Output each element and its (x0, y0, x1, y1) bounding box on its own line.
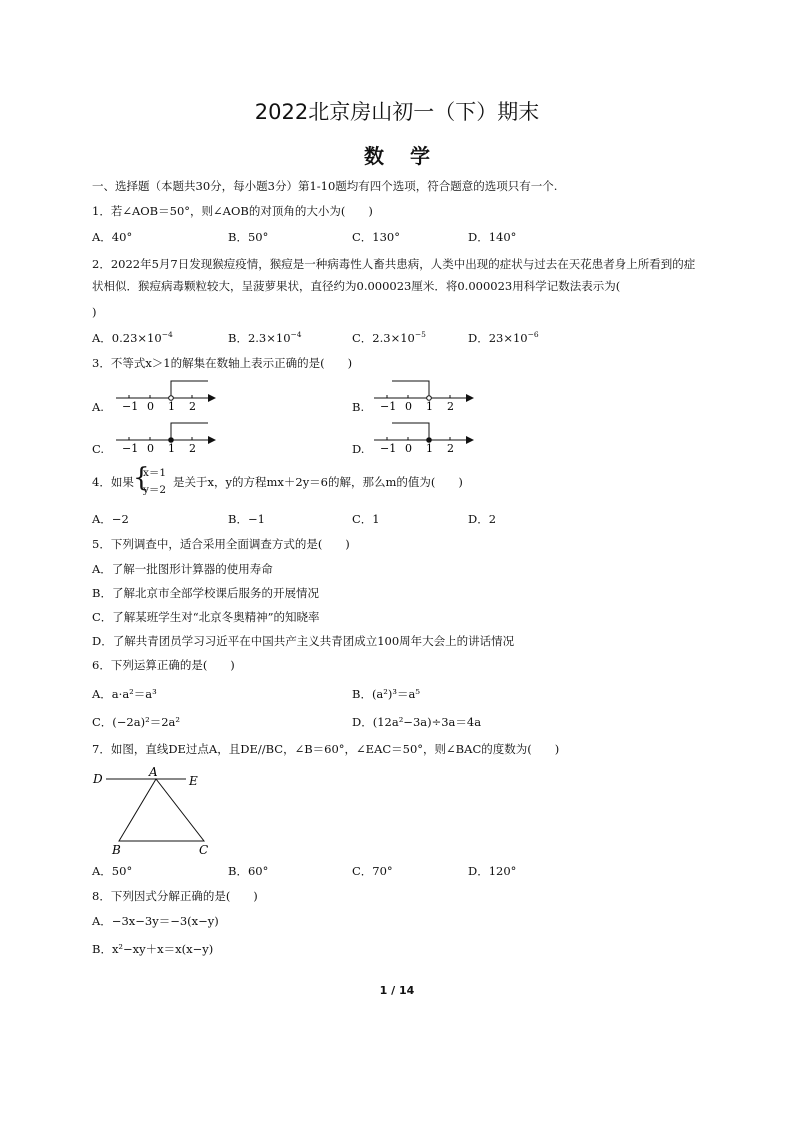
tick-label: 2 (189, 442, 196, 454)
tick-label: 2 (447, 442, 454, 454)
tick-label: 0 (405, 400, 412, 412)
number-line-c (112, 420, 218, 454)
point-label-b: B (112, 843, 121, 857)
question-5-option-d: D．了解共青团员学习习近平在中国共产主义共青团成立100周年大会上的讲话情况 (92, 634, 515, 648)
question-2-option-a: A．$0.23\times 10^{-4}$ (92, 330, 173, 345)
question-3-stem: 3．不等式x＞1的解集在数轴上表示正确的是( ) (92, 356, 353, 370)
question-2-option-b: B．$2.3\times 10^{-4}$ (228, 330, 302, 345)
tick-label: 0 (147, 400, 154, 412)
question-7-stem: 7．如图，直线DE过点A，且DE//BC，∠B＝60°，∠EAC＝50°，则∠BAC的度数为( ) (92, 742, 560, 756)
tick-label: 1 (168, 442, 175, 454)
question-3-option-b-label: B. (352, 400, 365, 414)
question-2-stem-end: ) (92, 305, 97, 319)
tick-label: 1 (426, 442, 433, 454)
question-2-option-d: D．$23\times 10^{-6}$ (468, 330, 539, 345)
section-heading: 一、选择题（本题共30分，每小题3分）第1-10题均有四个选项，符合题意的选项只有一个. (92, 179, 558, 193)
page-title: 2022北京房山初一（下）期末 (254, 100, 540, 124)
triangle-abc (119, 779, 204, 841)
question-6-stem: 6．下列运算正确的是( ) (92, 658, 235, 672)
question-4-option-b: B．−1 (228, 512, 265, 526)
system-equation-1: x＝1 (143, 467, 167, 479)
question-7-option-b: B．60° (228, 864, 269, 878)
question-4-option-d: D．2 (468, 512, 497, 526)
tick-label: 0 (147, 442, 154, 454)
question-4-option-a: A．−2 (92, 512, 129, 526)
question-4-option-c: C．1 (352, 512, 380, 526)
question-1-option-c: C．130° (352, 230, 400, 244)
point-label-c: C (199, 843, 209, 857)
question-1-option-b: B．50° (228, 230, 269, 244)
question-8-option-b: B．x²−xy＋x＝x(x−y) (92, 942, 214, 956)
subject-heading: 数学 (364, 144, 456, 168)
question-3-option-a-label: A. (92, 400, 104, 414)
page-number: 1 / 14 (379, 984, 415, 997)
question-1-option-a: A．40° (92, 230, 133, 244)
question-7-option-a: A．50° (92, 864, 133, 878)
tick-label: 1 (168, 400, 175, 412)
question-5-option-c: C．了解某班学生对“北京冬奥精神”的知晓率 (92, 610, 320, 624)
question-5-option-b: B．了解北京市全部学校课后服务的开展情况 (92, 586, 319, 600)
tick-label: 2 (189, 400, 196, 412)
point-label-e: E (189, 774, 198, 788)
triangle-diagram (88, 764, 218, 860)
question-8-stem: 8．下列因式分解正确的是( ) (92, 889, 258, 903)
number-line-a (112, 378, 218, 412)
system-brace: { (133, 463, 150, 493)
question-2-stem: 2．2022年5月7日发现猴痘疫情，猴痘是一种病毒性人畜共患病，人类中出现的症状与过去在天花患者身上所看到的症状相似．猴痘病毒颗粒较大，呈菠萝果状，直径约为0.000023厘米．将0.000023用科学记数法表示为( (92, 257, 696, 293)
system-equation-2: y＝2 (143, 484, 167, 496)
question-4-stem-pre: 4．如果 (92, 475, 134, 489)
number-line-d (370, 420, 476, 454)
question-3-option-d-label: D. (352, 442, 365, 456)
point-label-d: D (93, 772, 103, 786)
question-6-option-b: B．(a²)³＝a⁵ (352, 687, 420, 701)
tick-label: −1 (122, 400, 139, 412)
question-6-option-c: C．(−2a)²＝2a² (92, 715, 180, 729)
question-1-option-d: D．140° (468, 230, 517, 244)
question-6-option-d: D．(12a²−3a)÷3a＝4a (352, 715, 482, 729)
question-3-option-c-label: C. (92, 442, 105, 456)
tick-label: −1 (122, 442, 139, 454)
question-1-stem: 1．若∠AOB＝50°，则∠AOB的对顶角的大小为( ) (92, 204, 373, 218)
tick-label: −1 (380, 442, 397, 454)
number-line-b (370, 378, 476, 412)
question-7-option-d: D．120° (468, 864, 517, 878)
question-5-option-a: A．了解一批图形计算器的使用寿命 (92, 562, 273, 576)
question-7-option-c: C．70° (352, 864, 393, 878)
tick-label: 1 (426, 400, 433, 412)
tick-label: −1 (380, 400, 397, 412)
tick-label: 0 (405, 442, 412, 454)
question-8-option-a: A．−3x−3y＝−3(x−y) (92, 914, 219, 928)
question-2-option-c: C．$2.3\times 10^{-5}$ (352, 330, 426, 345)
question-5-stem: 5．下列调查中，适合采用全面调查方式的是( ) (92, 537, 350, 551)
question-6-option-a: A．a·a²＝a³ (92, 687, 157, 701)
point-label-a: A (149, 765, 158, 779)
question-4-stem-post: 是关于x，y的方程mx＋2y＝6的解，那么m的值为( ) (173, 475, 463, 489)
tick-label: 2 (447, 400, 454, 412)
